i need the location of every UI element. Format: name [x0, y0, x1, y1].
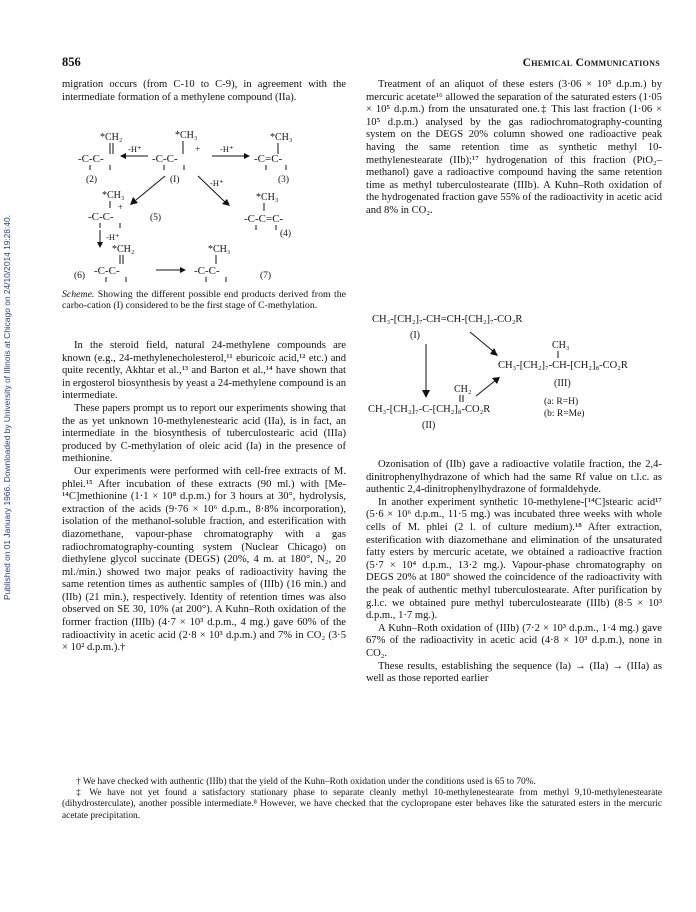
left-paragraph-1: migration occurs (from C-10 to C-9), in agreement with the intermediate formation of a methylene compound (IIa). [62, 79, 346, 103]
key-b: (b: R=Me) [544, 409, 585, 419]
scheme-ch3-d: *CH₃ [102, 190, 125, 201]
right-paragraph-5: These results, establishing the sequence (Ia) → (IIa) → (IIIa) as well as those reported earlier [366, 660, 662, 685]
scheme-ch2-f: *CH₂ [112, 244, 135, 255]
right-paragraph-3: In another experiment synthetic 10-methylene-[¹⁴C]stearic acid¹⁷ (5·6 × 10⁶ d.p.m., 11·5 mg.) was incubated three weeks with whole cells of M. phlei (2 l. of culture medium).¹⁸ After extraction, esterification with diazomethane and elimination of the unsaturated fatty esters by mercuric acetate, we obtained a radioactive fraction (5·7 × 10⁴ d.p.m., 13·2 mg.). Vapour-phase chromatography on DEGS 20% at 180° showed the coincidence of the radioactivity with the peak of authentic methyl tuberculostearate. After purification by g.l.c. we obtained pure methyl tuberculostearate (IIIb) (8·5 × 10³ d.p.m., 1·7 mg.). [366, 496, 662, 622]
ii-ch2: CH₂ [454, 384, 472, 395]
svg-text:-C=C-: -C=C- [254, 153, 283, 165]
left-paragraph-3: These papers prompt us to report our experiments showing that the as yet unknown 10-methylenestearic acid (IIa), is in fact, an intermediate in the biosynthesis of tuberculostearic acid (IIIa) produced by C-methylation of oleic acid (Ia) in the presence of methionine. [62, 402, 346, 465]
svg-text:-C-C-: -C-C- [194, 265, 220, 277]
scheme-minus-h-mid: -H⁺ [210, 178, 224, 188]
scheme-ch3-c: *CH₃ [270, 132, 293, 143]
svg-text:-C-C-: -C-C- [78, 153, 104, 165]
carbocation-scheme [70, 128, 340, 288]
svg-text:-C-C-: -C-C- [88, 211, 114, 223]
left-body [62, 340, 346, 655]
footnote-double-dagger: ‡ We have not yet found a satisfactory stationary phase to separate cleanly methyl 10-methylenestearate from methyl 9,10-methylenestearate (dihydrosterculate), another possible intermediate.⁸ However, we have checked that the cyclopropane ester behaves like the saturated esters in the mercuric acetate precipitation. [62, 788, 662, 821]
caption-text: Showing the different possible end products derived from the carbo-cation (I) considered to be the first stage of C-methylation. [62, 289, 346, 312]
scheme-label-6: (6) [74, 271, 86, 281]
scheme-minus-h-down: -H⁺ [106, 232, 120, 242]
label-ii: (II) [422, 420, 436, 431]
scheme-minus-h-right: -H⁺ [220, 144, 234, 154]
scheme-caption [62, 289, 346, 312]
scheme-plus: + [195, 144, 201, 154]
svg-text:-C-C-: -C-C- [94, 265, 120, 277]
caption-label: Scheme. [62, 289, 95, 300]
page-number: 856 [62, 55, 81, 69]
scheme-ch2-a: *CH₂ [100, 132, 123, 143]
label-i: (I) [410, 330, 420, 341]
formula-iii: CH₃-[CH₂]₇-CH-[CH₂]₈-CO₂R [498, 360, 628, 371]
svg-text:-C-C=C-: -C-C=C- [244, 213, 284, 225]
label-iii: (III) [554, 378, 571, 389]
formula-ii: CH₃-[CH₂]₇-C-[CH₂]₈-CO₂R [368, 404, 491, 415]
scheme-label-4: (4) [280, 229, 292, 239]
provenance-note: Published on 01 January 1966. Downloaded by University of Illinois at Chicago on 24/10/2014 19:28:40. [2, 214, 12, 600]
right-body [366, 459, 662, 686]
scheme-label-5: (5) [150, 213, 162, 223]
footnotes [62, 777, 662, 822]
scheme-ch3-e: *CH₃ [256, 192, 279, 203]
svg-text:+: + [118, 202, 124, 212]
formula-i: CH₃-[CH₂]₇-CH=CH-[CH₂]₇-CO₂R [372, 314, 523, 325]
scheme-minus-h-left: -H⁺ [128, 144, 142, 154]
iii-ch3: CH₃ [552, 340, 570, 351]
journal-title: Chemical Communications [522, 57, 660, 69]
svg-text:-C-C-: -C-C- [152, 153, 178, 165]
scheme-label-2: (2) [86, 175, 98, 185]
left-paragraph-2: In the steroid field, natural 24-methylene compounds are known (e.g., 24-methylenecholesterol,¹¹ eburicoic acid,¹² etc.) and quite recently, Akhtar et al.,¹³ and Barton et al.,¹⁴ have shown that in ergosterol biosynthesis by yeast a 24-methylene compound is an intermediate. [62, 340, 346, 402]
footnote-dagger: † We have checked with authentic (IIIb) that the yield of the Kuhn–Roth oxidation under the conditions used is 65 to 70%. [76, 777, 536, 787]
right-paragraph-1: Treatment of an aliquot of these esters (3·06 × 10⁵ d.p.m.) by mercuric acetate¹⁶ allowed the separation of the saturated esters (1·05 × 10⁵ d.p.m.) from the unsaturated one.‡ This last fraction (1·06 × 10⁵ d.p.m.) analysed by the gas radiochromatography-counting system on the DEGS 20% column showed one radioactive peak having the same retention time as synthetic methyl 10-methylenestearate (IIb);¹⁷ hydrogenation of this fraction (PtO₂–methanol) gave a radioactive compound having the same retention time as methyl tuberculostearate (IIIb). A Kuhn–Roth oxidation of the hydrogenated fraction gave 55% of the radioactivity in acetic acid and 8% in CO₂. [366, 79, 662, 216]
scheme-label-3: (3) [278, 175, 290, 185]
scheme-label-1: (I) [170, 175, 180, 185]
scheme-label-7: (7) [260, 271, 272, 281]
scheme-ch3-b: *CH₃ [175, 130, 198, 141]
right-paragraph-4: A Kuhn–Roth oxidation of (IIIb) (7·2 × 10³ d.p.m., 1·4 mg.) gave 67% of the radioactivity in acetic acid (4·8 × 10³ d.p.m.), none in CO₂. [366, 622, 662, 659]
scheme-ch3-g: *CH₃ [208, 244, 231, 255]
biosynthesis-pathway [366, 300, 662, 450]
key-a: (a: R=H) [544, 397, 579, 407]
left-paragraph-4: Our experiments were performed with cell-free extracts of M. phlei.¹⁵ After incubation of these extracts (90 ml.) with [Me-¹⁴C]methionine (1·1 × 10⁸ d.p.m.) for 3 hours at 30°, hydrolysis, extraction of the acids (9·76 × 10⁶ d.p.m., 8·8% incorporation), isolation of the methanol-soluble fraction, and esterification with diazomethane, vapour-phase chromatography with a gas radiochromatography-counting system (Nuclear Chicago) on diethylene glycol succinate (DEGS) (20%, 4 m. at 180°, N₂, 20 ml./min.) showed two major peaks of radioactivity having the same retention times as authentic samples of (IIIb) (16 min.) and (IIb) (21 min.), respectively. Identity of retention times was also observed on SE 30, 10% (at 200°). A Kuhn–Roth oxidation of the former fraction (IIIb) (4·7 × 10³ d.p.m., 4 mg.) gave 60% of the radioactivity in acetic acid (2·8 × 10³ d.p.m.) and 7% in CO₂ (3·5 × 10² d.p.m.).† [62, 465, 346, 654]
right-paragraph-2: Ozonisation of (IIb) gave a radioactive volatile fraction, the 2,4-dinitrophenylhydrazone of which had the same Rf value on t.l.c. as authentic 2,4-dinitrophenylhydrazone of formaldehyde. [366, 459, 662, 496]
